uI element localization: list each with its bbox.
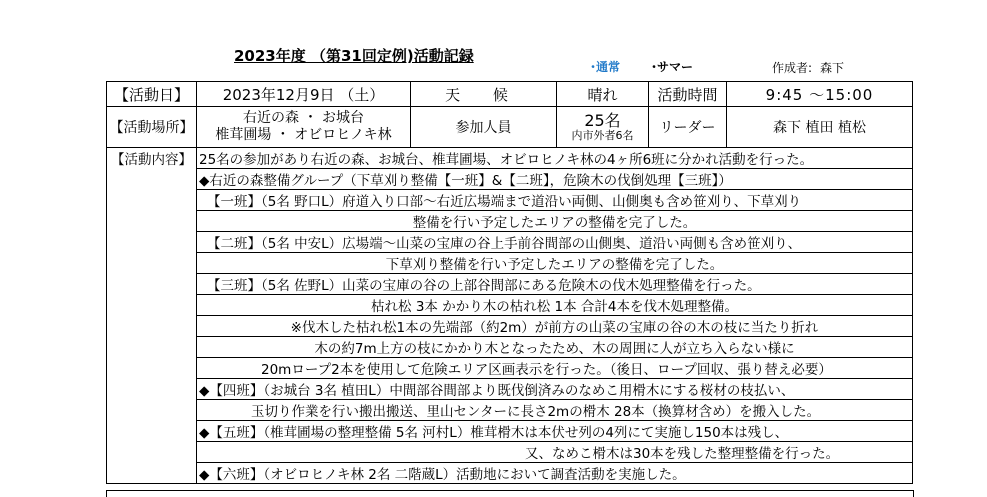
content-line: 【一班】（5名 野口L）府道入り口部～右近広場端まで道沿い両側、山側奥も含め笹刈り、下草刈り [197, 190, 913, 211]
content-line: ※伐木した枯れ松1本の先端部（約2m）が前方の山菜の宝庫の谷の木の枝に当たり折れ [197, 316, 913, 337]
mode-normal: ･通常 [590, 60, 621, 74]
activity-record-table [106, 81, 913, 484]
place-label: 【活動場所】 [107, 107, 197, 148]
author-label: 作成者: [772, 61, 813, 75]
label-spacer [107, 379, 197, 400]
label-spacer [107, 442, 197, 463]
content-line: 【二班】（5名 中安L）広場端～山菜の宝庫の谷上手前谷間部の山側奥、道沿い両側も含め笹刈り、 [197, 232, 913, 253]
place-line1: 右近の森 ・ お城台 [243, 110, 364, 126]
content-line: ◆【五班】（椎茸圃場の整理整備 5名 河村L）椎茸榾木は本伏せ列の4列にて実施し150本は残し、 [197, 421, 913, 442]
label-spacer [107, 274, 197, 295]
leader-label: リーダー [649, 107, 727, 148]
content-label: 【活動内容】 [107, 148, 197, 169]
place-value [197, 107, 411, 148]
date-row [107, 82, 913, 107]
content-line: ◆【六班】（オビロヒノキ林 2名 二階蔵L）活動地において調査活動を実施した。 [197, 463, 913, 484]
time-label: 活動時間 [649, 82, 727, 107]
content-line: 玉切り作業を行い搬出搬送、里山センターに長さ2mの榾木 28本（換算材含め）を搬入した。 [197, 400, 913, 421]
document-header [0, 0, 987, 80]
content-line: 又、なめこ榾木は30本を残した整理整備を行った。 [197, 442, 913, 463]
participants-count: 25名 [584, 111, 621, 130]
author-name: 森下 [820, 61, 845, 75]
place-line2: 椎茸圃場 ・ オビロヒノキ林 [215, 127, 392, 143]
label-spacer [107, 190, 197, 211]
label-spacer [107, 463, 197, 484]
time-value: 9:45 ～15:00 [727, 82, 913, 107]
label-spacer [107, 211, 197, 232]
document-title: 2023年度 （第31回定例)活動記録 [234, 47, 474, 65]
content-line: 20mロープ2本を使用して危険エリア区画表示を行った。（後日、ロープ回収、張り替え必要） [197, 358, 913, 379]
content-line: 25名の参加があり右近の森、お城台、椎茸圃場、オビロヒノキ林の4ヶ所6班に分かれ活動を行った。 [197, 148, 913, 169]
content-line: 木の約7m上方の枝にかかり木となったため、木の周囲に人が立ち入らない様に [197, 337, 913, 358]
weather-value: 晴れ [557, 82, 649, 107]
label-spacer [107, 358, 197, 379]
participants-note: 内市外者6名 [571, 129, 634, 142]
label-spacer [107, 253, 197, 274]
content-line: 【三班】（5名 佐野L）山菜の宝庫の谷の上部谷間部にある危険木の伐木処理整備を行った。 [197, 274, 913, 295]
participants-value [557, 107, 649, 148]
participants-label: 参加人員 [411, 107, 557, 148]
label-spacer [107, 295, 197, 316]
label-spacer [107, 421, 197, 442]
content-line: ◆右近の森整備グループ（下草刈り整備【一班】&【二班】，危険木の伐倒処理【三班】） [197, 169, 913, 190]
content-row [107, 148, 913, 169]
weather-label: 天 候 [411, 82, 557, 107]
content-line: ◆【四班】（お城台 3名 植田L）中間部谷間部より既伐倒済みのなめこ用榾木にする桜材の枝払い、 [197, 379, 913, 400]
date-label: 【活動日】 [107, 82, 197, 107]
label-spacer [107, 169, 197, 190]
date-value: 2023年12月9日 （土） [197, 82, 411, 107]
leader-value: 森下 植田 植松 [727, 107, 913, 148]
mode-summer: ･サマー [651, 60, 694, 74]
content-line: 整備を行い予定したエリアの整備を完了した。 [197, 211, 913, 232]
content-line: 下草刈り整備を行い予定したエリアの整備を完了した。 [197, 253, 913, 274]
label-spacer [107, 400, 197, 421]
label-spacer [107, 316, 197, 337]
place-row [107, 107, 913, 148]
label-spacer [107, 337, 197, 358]
content-line: 枯れ松 3本 かかり木の枯れ松 1本 合計4本を伐木処理整備。 [197, 295, 913, 316]
author [772, 59, 844, 76]
label-spacer [107, 232, 197, 253]
